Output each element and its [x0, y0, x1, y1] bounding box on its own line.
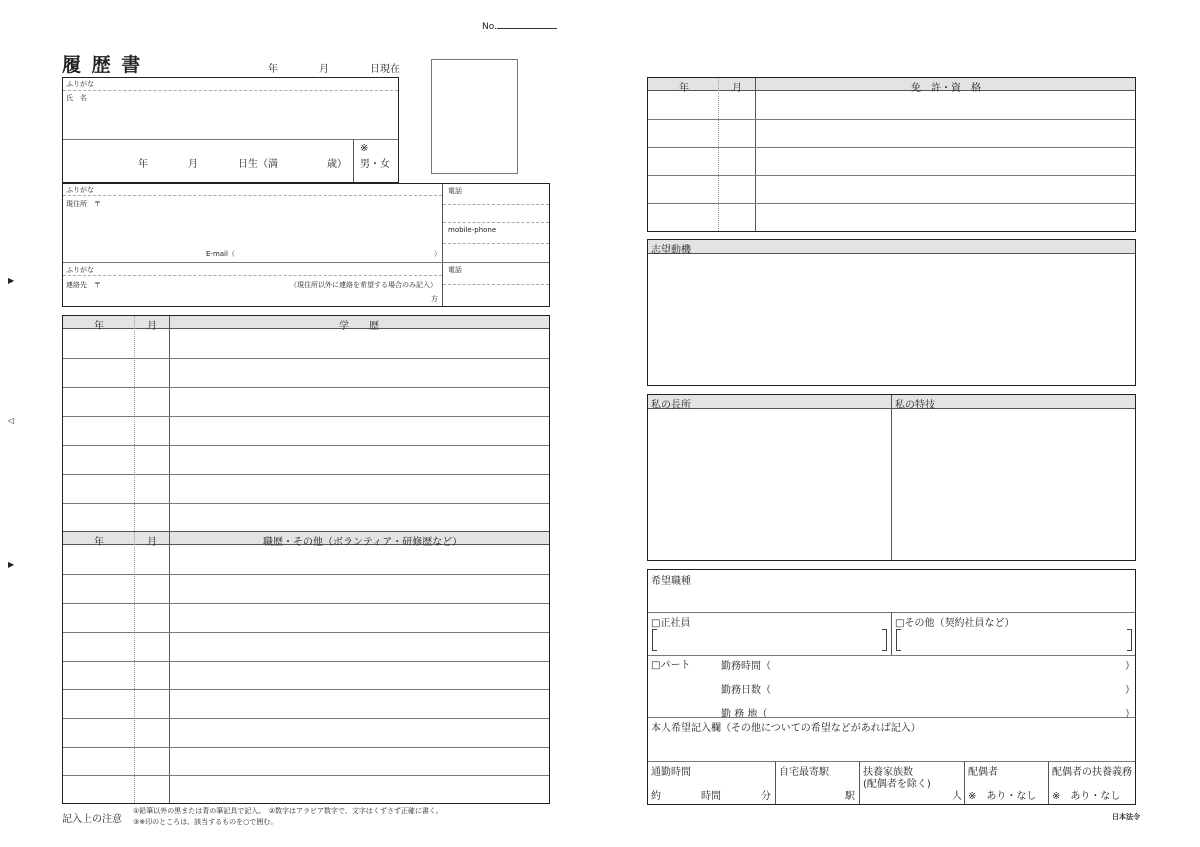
number-label: No. [482, 20, 557, 32]
other-detail-field[interactable] [903, 629, 1125, 651]
skills-heading: 私の特技 [895, 400, 935, 411]
triangle-outline-marker-icon: ◁ [8, 416, 15, 425]
birth-day-age-label: 日生（満 [238, 159, 278, 170]
spouse-support-label: 配偶者の扶養義務 [1052, 767, 1132, 778]
date-year-label: 年 [268, 64, 278, 75]
education-heading: 学 歴 [339, 321, 379, 332]
name-furigana-label: ふりがな [66, 80, 94, 88]
photo-box[interactable] [431, 59, 518, 174]
work-days-close: ） [1125, 685, 1135, 696]
career-heading: 職歴・その他（ボランティア・研修歴など） [263, 537, 463, 548]
current-address-field[interactable] [66, 210, 436, 246]
dependents-note: (配偶者を除く) [863, 779, 931, 790]
contact-note: （現住所以外に連絡を希望する場合のみ記入） [290, 281, 437, 289]
mobile-phone-label: mobile-phone [448, 226, 497, 234]
birth-year-label: 年 [138, 159, 148, 170]
name-field[interactable] [100, 92, 390, 138]
spouse-options[interactable]: ※ あり・なし [968, 791, 1037, 802]
notes-label: 記入上の注意 [62, 814, 122, 825]
fulltime-detail-field[interactable] [659, 629, 880, 651]
gender-mark: ※ [360, 143, 369, 154]
triangle-marker-icon: ▶ [8, 560, 15, 569]
contact-furigana-label: ふりがな [66, 266, 94, 274]
strengths-heading: 私の長所 [651, 400, 691, 411]
commute-hours-label: 時間 [701, 791, 721, 802]
email-label: E-mail（ [206, 250, 235, 258]
fulltime-checkbox[interactable]: □正社員 [651, 618, 691, 629]
date-month-label: 月 [319, 64, 329, 75]
gender-options[interactable]: 男・女 [360, 159, 390, 170]
commute-label: 通勤時間 [651, 767, 691, 778]
station-label: 自宅最寄駅 [779, 767, 829, 778]
spouse-label: 配偶者 [968, 767, 998, 778]
fulltime-bracket-close [882, 629, 887, 651]
career-entries[interactable] [170, 546, 549, 803]
publisher-label: 日本法令 [1112, 813, 1140, 821]
fulltime-bracket-open [652, 629, 657, 651]
work-hours-close: ） [1125, 661, 1135, 672]
current-address-label: 現住所 〒 [66, 200, 101, 208]
birth-month-label: 月 [188, 159, 198, 170]
spouse-support-options[interactable]: ※ あり・なし [1052, 791, 1121, 802]
other-bracket-close [1127, 629, 1132, 651]
work-hours-label: 勤務時間（ [721, 661, 771, 672]
name-label: 氏 名 [66, 94, 87, 102]
work-days-label: 勤務日数（ [721, 685, 771, 696]
contact-kata-label: 方 [431, 295, 438, 303]
contact-phone-label: 電話 [448, 266, 462, 274]
license-month-header: 月 [732, 83, 742, 94]
dependents-label: 扶養家族数 [863, 767, 913, 778]
age-suffix-label: 歳） [327, 159, 347, 170]
notes-line-2: ③※印のところは、該当するものを○で囲む。 [133, 818, 278, 826]
contact-address-label: 連絡先 〒 [66, 281, 101, 289]
triangle-marker-icon: ▶ [8, 276, 15, 285]
other-contract-checkbox[interactable]: □その他（契約社員など） [895, 618, 1015, 629]
work-location-close: ） [1125, 709, 1135, 720]
career-month-header: 月 [147, 537, 157, 548]
commute-min-label: 分 [761, 791, 771, 802]
parttime-checkbox[interactable]: □パート [651, 660, 691, 671]
phone-label: 電話 [448, 187, 462, 195]
license-year-header: 年 [679, 83, 689, 94]
strengths-field[interactable] [649, 410, 890, 559]
education-year-header: 年 [94, 321, 104, 332]
email-field[interactable] [238, 248, 430, 260]
motivation-box[interactable] [647, 239, 1136, 386]
other-bracket-open [896, 629, 901, 651]
dependents-suffix: 人 [952, 791, 962, 802]
parttime-detail-fields[interactable] [778, 657, 1122, 717]
career-year-header: 年 [94, 537, 104, 548]
commute-approx-label: 約 [651, 791, 661, 802]
date-as-of-label: 日現在 [370, 64, 400, 75]
address-furigana-label: ふりがな [66, 186, 94, 194]
page-title: 履 歴 書 [62, 54, 143, 76]
motivation-heading: 志望動機 [651, 245, 691, 256]
notes-line-1: ①鉛筆以外の黒または青の筆記具で記入。 ②数字はアラビア数字で、文字はくずさず正確に書く。 [133, 807, 443, 815]
email-close: ） [434, 250, 441, 258]
license-heading: 免 許・資 格 [911, 83, 981, 94]
skills-field[interactable] [893, 410, 1134, 559]
license-entries[interactable] [756, 92, 1135, 231]
personal-request-label: 本人希望記入欄（その他についての希望などがあれば記入） [651, 723, 921, 734]
education-month-header: 月 [147, 321, 157, 332]
education-entries[interactable] [170, 330, 549, 530]
personal-request-field[interactable] [651, 733, 1133, 760]
job-type-label: 希望職種 [651, 576, 691, 587]
work-location-label: 勤 務 地（ [721, 709, 768, 720]
station-suffix: 駅 [845, 791, 855, 802]
